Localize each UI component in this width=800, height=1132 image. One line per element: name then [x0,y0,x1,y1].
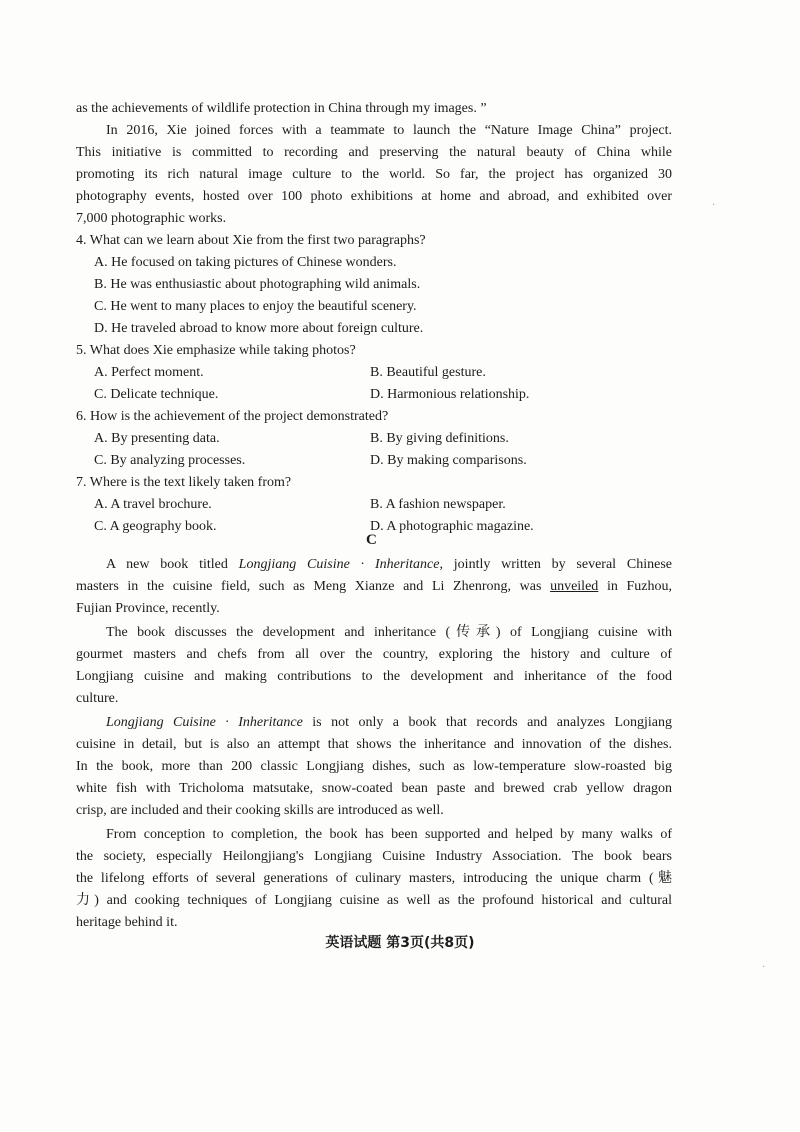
passage-c-p3-line-3: In the book, more than 200 classic Longjiang dishes, such as low-temperature slow-roasted big [76,759,672,774]
question-4-option-b: B. He was enthusiastic about photographing wild animals. [94,277,421,292]
question-5-stem: 5. What does Xie emphasize while taking photos? [76,343,356,358]
page-footer: 英语试题 第3页(共8页) [325,935,475,951]
question-6-stem: 6. How is the achievement of the project demonstrated? [76,409,389,424]
passage-b-line-3: This initiative is committed to recording and preserving the natural beauty of China while [76,145,672,160]
question-7-stem: 7. Where is the text likely taken from? [76,475,292,490]
question-6-option-d: D. By making comparisons. [370,453,527,468]
passage-b-line-6: 7,000 photographic works. [76,211,227,226]
passage-c-p3-line-4: white fish with Tricholoma matsutake, snow-coated bean paste and brewed crab yellow dragon [76,781,672,796]
scan-speck: · [712,200,716,211]
passage-b-line-2: In 2016, Xie joined forces with a teammate to launch the “Nature Image China” project. [106,123,672,138]
question-4-option-a: A. He focused on taking pictures of Chinese wonders. [94,255,397,270]
question-6-option-c: C. By analyzing processes. [94,453,246,468]
passage-c-p2-line-3: Longjiang cuisine and making contributions to the development and inheritance of the food [76,669,672,684]
passage-c-p4-line-5: heritage behind it. [76,915,178,930]
question-4-option-c: C. He went to many places to enjoy the beautiful scenery. [94,299,417,314]
question-5-option-a: A. Perfect moment. [94,365,204,380]
question-4-option-d: D. He traveled abroad to know more about foreign culture. [94,321,424,336]
passage-c-p4-line-1: From conception to completion, the book has been supported and helped by many walks of [106,827,672,842]
underlined-word: unveiled [550,579,599,594]
question-6-option-a: A. By presenting data. [94,431,220,446]
question-5-option-c: C. Delicate technique. [94,387,219,402]
passage-c-p3-line-5: crisp, are included and their cooking skills are introduced as well. [76,803,444,818]
passage-c-p3-line-2: cuisine in detail, but is also an attempt that shows the inheritance and innovation of the dishes. [76,737,672,752]
question-7-option-c: C. A geography book. [94,519,217,534]
text-run: A new book titled [106,557,239,572]
text-run: , jointly written by several Chinese [439,557,672,572]
passage-b-line-1: as the achievements of wildlife protection in China through my images. ” [76,101,487,116]
question-7-option-d: D. A photographic magazine. [370,519,534,534]
question-7-option-b: B. A fashion newspaper. [370,497,506,512]
scan-speck: · [762,962,766,973]
question-5-option-d: D. Harmonious relationship. [370,387,530,402]
question-7-option-a: A. A travel brochure. [94,497,212,512]
book-title: Longjiang Cuisine · Inheritance [238,557,440,572]
book-title: Longjiang Cuisine · Inheritance [106,715,303,730]
passage-c-p4-line-4: 力) and cooking techniques of Longjiang cuisine as well as the profound historical and cultural [76,893,672,908]
passage-c-p4-line-2: the society, especially Heilongjiang's Longjiang Cuisine Industry Association. The book bears [76,849,672,864]
text-run: is not only a book that records and analyzes Longjiang [302,715,672,730]
passage-c-p1-line-1 [106,554,672,576]
passage-c-p1-line-2 [76,576,672,598]
passage-c-p4-line-3: the lifelong efforts of several generations of culinary masters, introducing the unique charm (魅 [76,871,672,886]
question-4-stem: 4. What can we learn about Xie from the first two paragraphs? [76,233,426,248]
passage-c-p2-line-1: The book discusses the development and inheritance (传承) of Longjiang cuisine with [106,625,672,640]
question-5-option-b: B. Beautiful gesture. [370,365,486,380]
passage-c-p2-line-4: culture. [76,691,119,706]
text-run: masters in the cuisine field, such as Meng Xianze and Li Zhenrong, was [76,579,551,594]
passage-c-p3-line-1 [106,712,672,734]
passage-b-line-4: promoting its rich natural image culture to the world. So far, the project has organized 30 [76,167,672,182]
passage-c-p1-line-3: Fujian Province, recently. [76,601,220,616]
question-6-option-b: B. By giving definitions. [370,431,509,446]
text-run: in Fuzhou, [598,579,672,594]
section-c-label: C [366,532,377,548]
passage-c-p2-line-2: gourmet masters and chefs from all over the country, exploring the history and culture of [76,647,672,662]
passage-b-line-5: photography events, hosted over 100 photo exhibitions at home and abroad, and exhibited over [76,189,672,204]
